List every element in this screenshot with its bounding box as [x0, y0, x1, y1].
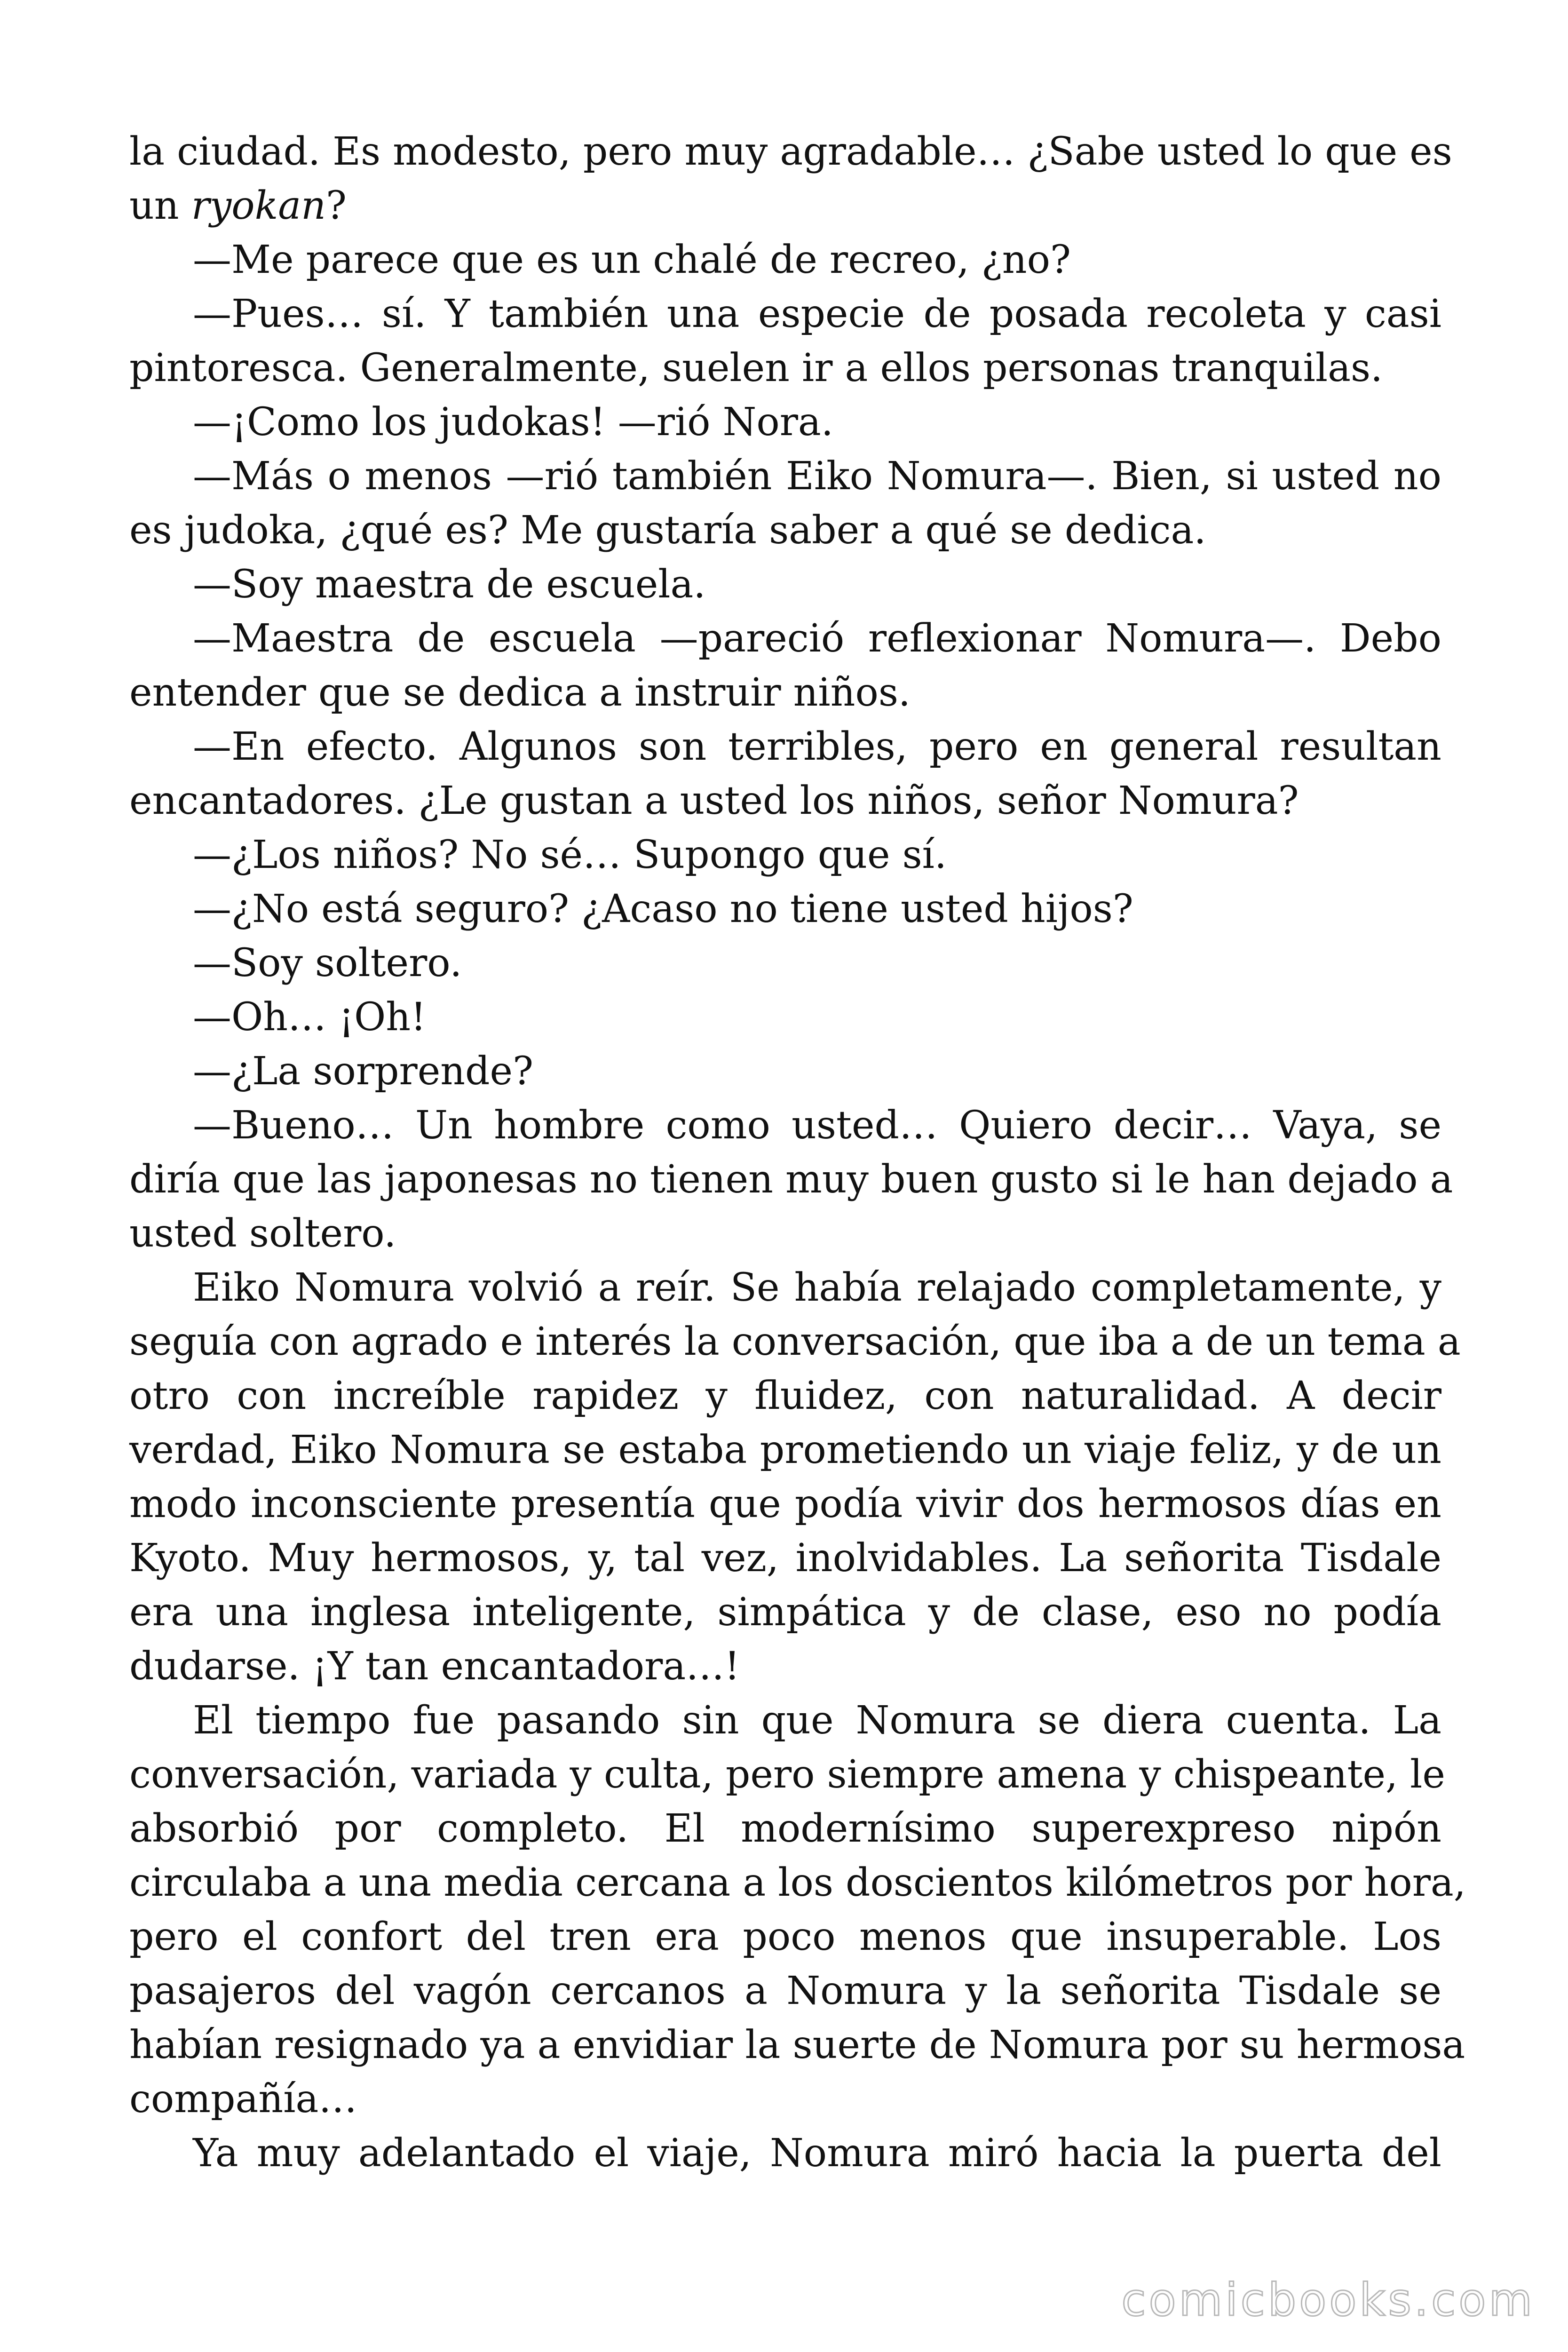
text-line: es judoka, ¿qué es? Me gustaría saber a qué se dedica.	[129, 508, 1206, 553]
text-line: circulaba a una media cercana a los doscientos kilómetros por hora,	[129, 1860, 1466, 1905]
text-segment: un	[129, 183, 191, 228]
italic-word: ryokan	[191, 183, 326, 228]
text-line: dudarse. ¡Y tan encantadora…!	[129, 1644, 740, 1689]
text-line: —Más o menos —rió también Eiko Nomura—. Bien, si usted no	[193, 454, 1441, 499]
text-line: modo inconsciente presentía que podía vivir dos hermosos días en	[129, 1482, 1441, 1526]
text-line: El tiempo fue pasando sin que Nomura se diera cuenta. La	[193, 1698, 1441, 1743]
text-line: pasajeros del vagón cercanos a Nomura y la señorita Tisdale se	[129, 1969, 1441, 2013]
text-line: —Maestra de escuela —pareció reflexionar Nomura—. Debo	[193, 616, 1441, 661]
text-line: entender que se dedica a instruir niños.	[129, 670, 911, 715]
text-line: —¿La sorprende?	[193, 1049, 534, 1094]
text-line: usted soltero.	[129, 1211, 396, 1256]
text-line: —Pues… sí. Y también una especie de posada recoleta y casi	[193, 292, 1441, 336]
text-line: —Me parece que es un chalé de recreo, ¿no?	[193, 238, 1071, 282]
text-segment: ?	[325, 183, 347, 228]
book-page-text	[129, 125, 1466, 2180]
text-line: —Soy maestra de escuela.	[193, 562, 706, 607]
text-line: pintoresca. Generalmente, suelen ir a ellos personas tranquilas.	[129, 346, 1383, 390]
text-line: verdad, Eiko Nomura se estaba prometiendo un viaje feliz, y de un	[129, 1428, 1441, 1472]
text-line: —Oh… ¡Oh!	[193, 995, 427, 1040]
text-line: habían resignado ya a envidiar la suerte de Nomura por su hermosa	[129, 2023, 1465, 2067]
text-line: —¿No está seguro? ¿Acaso no tiene usted hijos?	[193, 887, 1133, 931]
text-line: Kyoto. Muy hermosos, y, tal vez, inolvidables. La señorita Tisdale	[129, 1536, 1441, 1581]
text-line: la ciudad. Es modesto, pero muy agradable… ¿Sabe usted lo que es	[129, 129, 1452, 174]
text-line: —Soy soltero.	[193, 941, 462, 985]
text-line: pero el confort del tren era poco menos que insuperable. Los	[129, 1915, 1441, 1959]
text-line: era una inglesa inteligente, simpática y de clase, eso no podía	[129, 1590, 1441, 1635]
text-line: —En efecto. Algunos son terribles, pero en general resultan	[193, 724, 1441, 769]
text-line: otro con increíble rapidez y fluidez, con naturalidad. A decir	[129, 1374, 1441, 1418]
text-line: Ya muy adelantado el viaje, Nomura miró hacia la puerta del	[193, 2131, 1441, 2176]
text-line: absorbió por completo. El modernísimo superexpreso nipón	[129, 1806, 1441, 1851]
text-line: seguía con agrado e interés la conversación, que iba a de un tema a	[129, 1319, 1461, 1364]
text-line: —¿Los niños? No sé… Supongo que sí.	[193, 833, 947, 877]
watermark-logo: comicbooks.com	[1121, 2274, 1535, 2326]
text-line: Eiko Nomura volvió a reír. Se había relajado completamente, y	[193, 1265, 1441, 1310]
text-line: —¡Como los judokas! —rió Nora.	[193, 400, 833, 445]
text-line: encantadores. ¿Le gustan a usted los niños, señor Nomura?	[129, 779, 1299, 823]
text-line: diría que las japonesas no tienen muy buen gusto si le han dejado a	[129, 1157, 1453, 1202]
text-line: —Bueno… Un hombre como usted… Quiero decir… Vaya, se	[193, 1103, 1441, 1148]
text-line: conversación, variada y culta, pero siempre amena y chispeante, le	[129, 1752, 1445, 1797]
text-line	[129, 179, 1441, 233]
text-line: compañía…	[129, 2077, 357, 2122]
